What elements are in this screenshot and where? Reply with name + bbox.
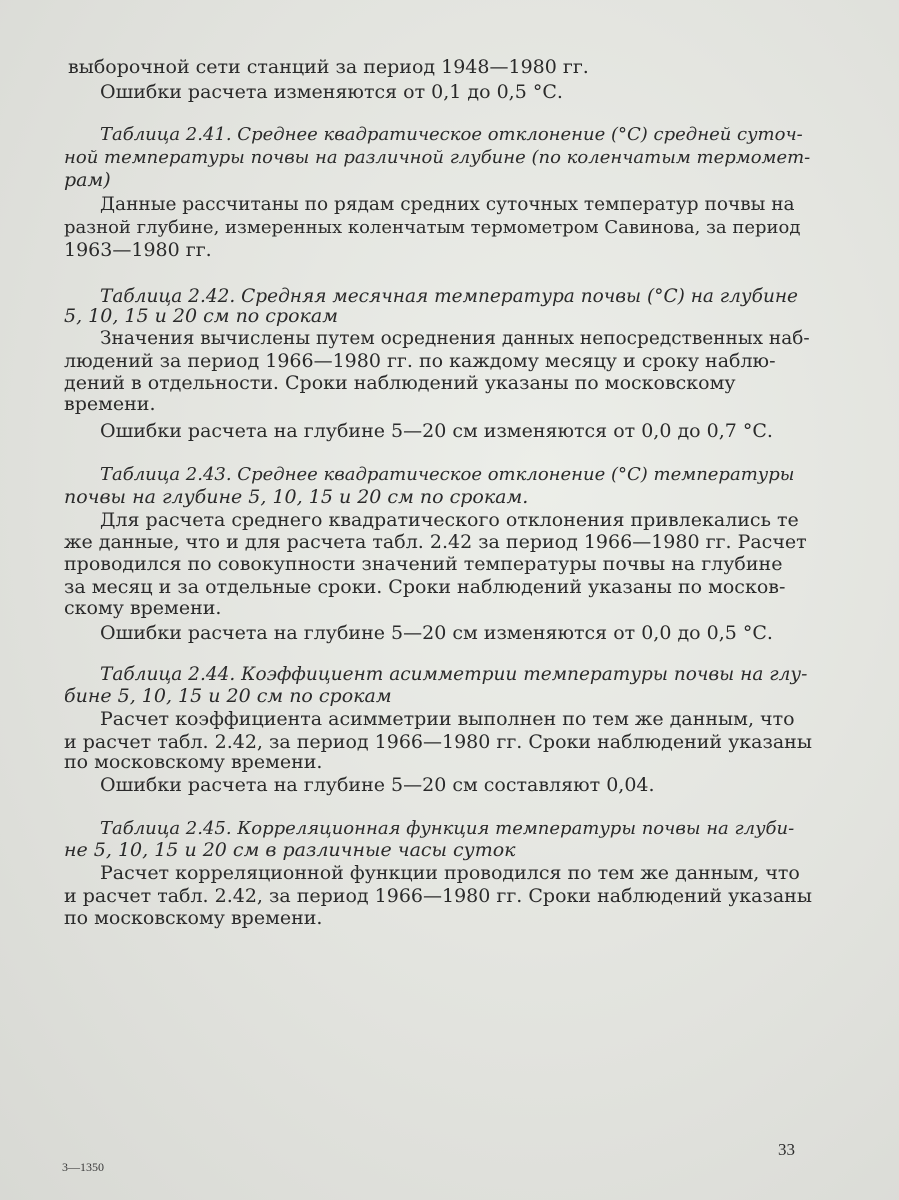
section-body-line: же данные, что и для расчета табл. 2.42 за период 1966—1980 гг. Расчет	[64, 531, 807, 553]
section-title-line: рам)	[64, 169, 111, 191]
section-body-line: за месяц и за отдельные сроки. Сроки наблюдений указаны по москов-	[64, 576, 786, 598]
section-body-line: по московскому времени.	[64, 751, 323, 773]
section-body-line: Расчет коэффициента асимметрии выполнен по тем же данным, что	[100, 708, 795, 730]
section-title-line: ной температуры почвы на различной глубине (по коленчатым термомет-	[64, 147, 811, 168]
section-body-line: людений за период 1966—1980 гг. по каждому месяцу и сроку наблю-	[64, 350, 776, 372]
section-body-line: Ошибки расчета на глубине 5—20 см изменяются от 0,0 до 0,5 °С.	[100, 622, 773, 644]
section-body-line: по московскому времени.	[64, 907, 323, 929]
section-body-line: проводился по совокупности значений температуры почвы на глубине	[64, 553, 783, 575]
section-title-line: Таблица 2.45. Корреляционная функция температуры почвы на глуби-	[100, 818, 795, 839]
section-body-line: Ошибки расчета на глубине 5—20 см изменяются от 0,0 до 0,7 °С.	[100, 420, 773, 442]
section-title-line: Таблица 2.43. Среднее квадратическое отклонение (°С) температуры	[100, 464, 795, 485]
section-title-line: почвы на глубине 5, 10, 15 и 20 см по срокам.	[64, 486, 529, 508]
section-body-line: Значения вычислены путем осреднения данных непосредственных наб-	[100, 328, 810, 349]
section-body-line: и расчет табл. 2.42, за период 1966—1980 гг. Сроки наблюдений указаны	[64, 885, 812, 907]
section-title-line: бине 5, 10, 15 и 20 см по срокам	[64, 685, 392, 707]
section-body-line: 1963—1980 гг.	[64, 239, 212, 261]
section-body-line: Расчет корреляционной функции проводился по тем же данным, что	[100, 862, 800, 884]
section-title-line: Таблица 2.41. Среднее квадратическое отклонение (°С) средней суточ-	[100, 124, 803, 145]
print-signature: 3—1350	[62, 1160, 104, 1174]
section-title-line: 5, 10, 15 и 20 см по срокам	[64, 305, 338, 327]
section-body-line: Ошибки расчета на глубине 5—20 см составляют 0,04.	[100, 774, 655, 796]
section-body-line: времени.	[64, 393, 156, 415]
intro-line-2: Ошибки расчета изменяются от 0,1 до 0,5 °С.	[100, 81, 563, 103]
section-body-line: скому времени.	[64, 597, 222, 619]
section-body-line: разной глубине, измеренных коленчатым термометром Савинова, за период	[64, 217, 801, 238]
section-title-line: Таблица 2.44. Коэффициент асимметрии температуры почвы на глу-	[100, 664, 808, 685]
section-body-line: Для расчета среднего квадратического отклонения привлекались те	[100, 509, 799, 531]
section-title-line: Таблица 2.42. Средняя месячная температура почвы (°С) на глубине	[100, 286, 798, 307]
section-body-line: дений в отдельности. Сроки наблюдений указаны по московскому	[64, 372, 736, 394]
page-number: 33	[778, 1140, 795, 1159]
section-body-line: Данные рассчитаны по рядам средних суточных температур почвы на	[100, 194, 795, 215]
intro-line-1: выборочной сети станций за период 1948—1980 гг.	[68, 56, 589, 78]
section-title-line: не 5, 10, 15 и 20 см в различные часы суток	[64, 839, 516, 861]
section-body-line: и расчет табл. 2.42, за период 1966—1980 гг. Сроки наблюдений указаны	[64, 731, 812, 753]
